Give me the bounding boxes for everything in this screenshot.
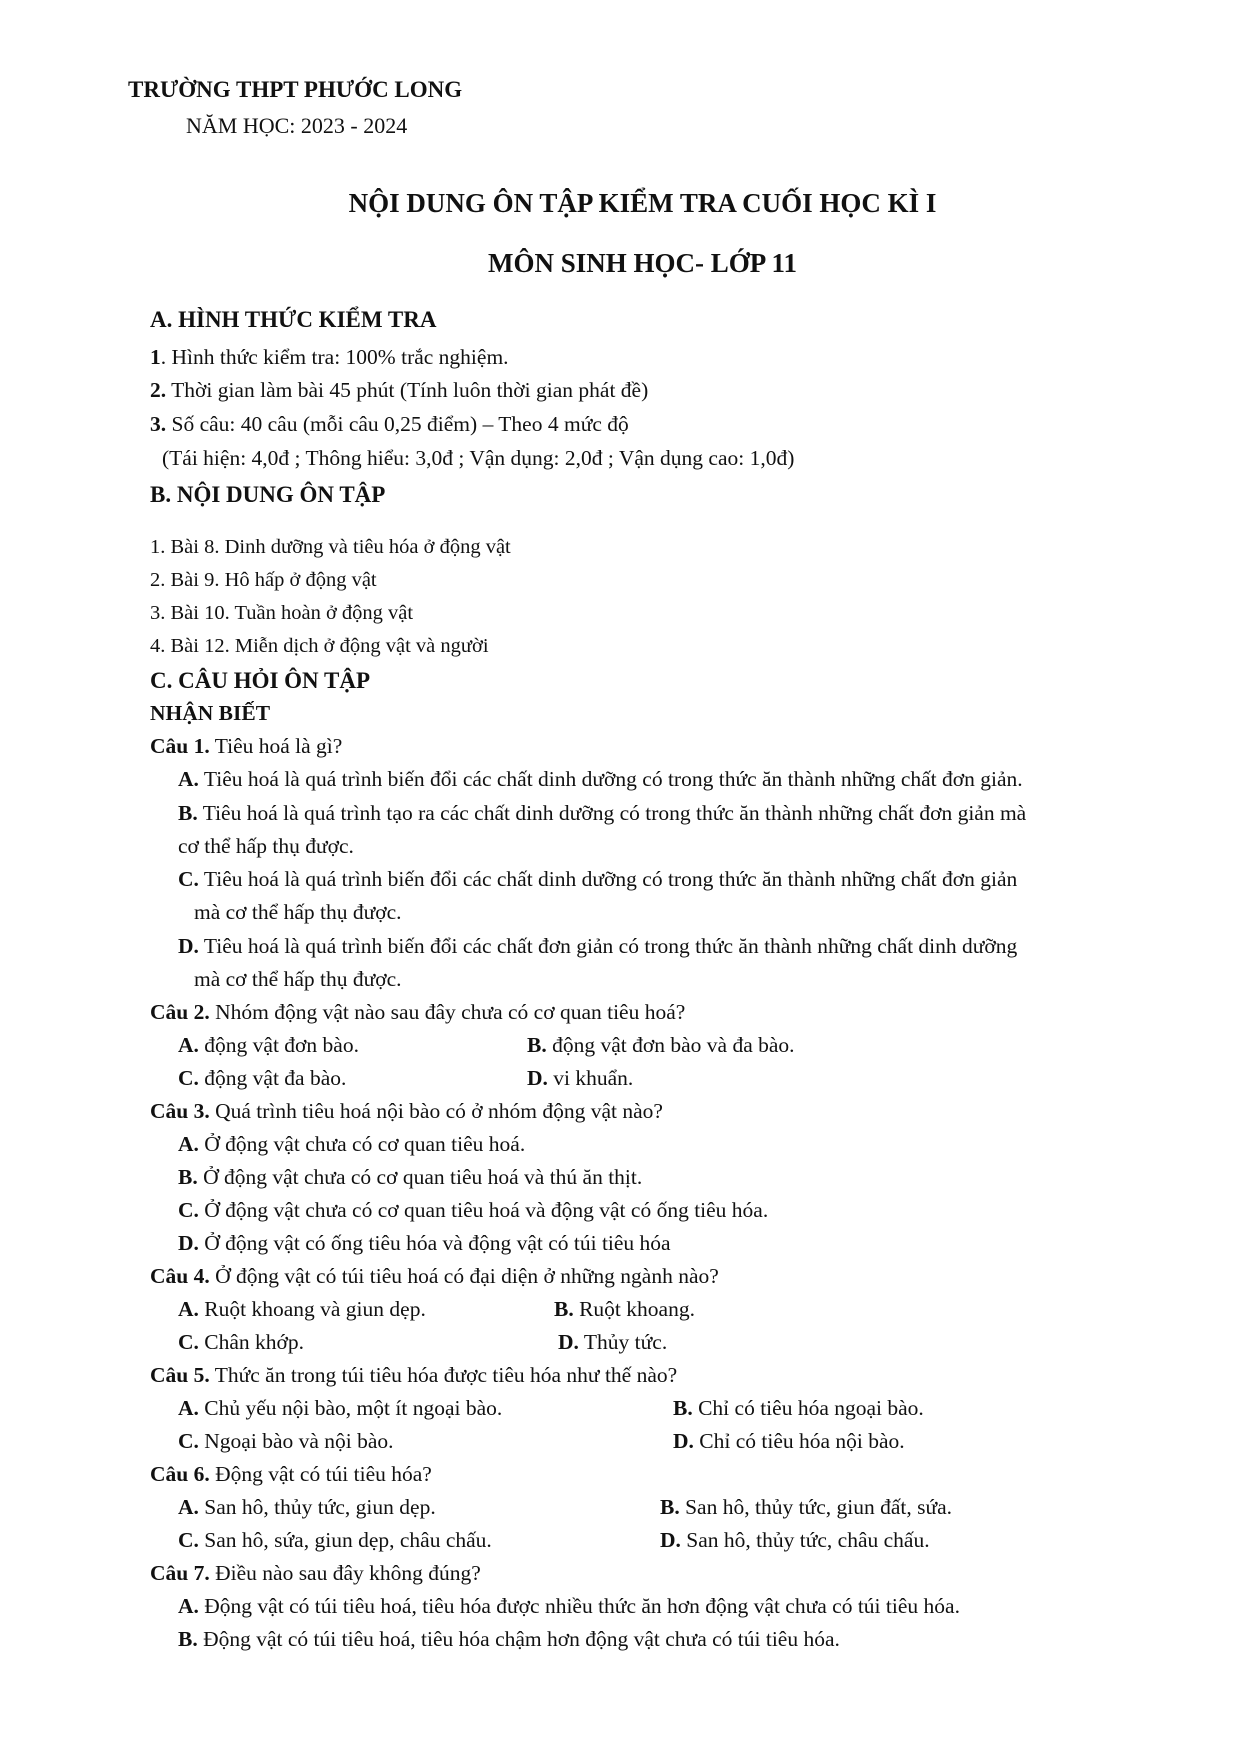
question-5-option-d: D. Chỉ có tiêu hóa nội bào.	[673, 1429, 905, 1453]
section-b-item-3: 3. Bài 10. Tuần hoàn ở động vật	[150, 602, 414, 624]
level-heading: NHẬN BIẾT	[150, 701, 271, 725]
question-6-option-a: A. San hô, thủy tức, giun dẹp.	[178, 1495, 436, 1519]
question-3-option-a: A. Ở động vật chưa có cơ quan tiêu hoá.	[178, 1132, 526, 1156]
section-a-item-1: 1. Hình thức kiểm tra: 100% trắc nghiệm.	[150, 345, 509, 369]
question-1-option-c-cont: mà cơ thể hấp thụ được.	[194, 900, 402, 924]
question-1: Câu 1. Tiêu hoá là gì?	[150, 734, 343, 758]
question-4-option-a: A. Ruột khoang và giun dẹp.	[178, 1297, 426, 1321]
school-year: NĂM HỌC: 2023 - 2024	[186, 113, 408, 138]
question-5-option-b: B. Chỉ có tiêu hóa ngoại bào.	[673, 1396, 924, 1420]
question-6: Câu 6. Động vật có túi tiêu hóa?	[150, 1462, 432, 1486]
question-7-option-b: B. Động vật có túi tiêu hoá, tiêu hóa chậm hơn động vật chưa có túi tiêu hóa.	[178, 1627, 840, 1651]
question-6-option-c: C. San hô, sứa, giun dẹp, châu chấu.	[178, 1528, 492, 1552]
section-a-heading: A. HÌNH THỨC KIỂM TRA	[150, 307, 437, 332]
question-5-option-c: C. Ngoại bào và nội bào.	[178, 1429, 394, 1453]
question-7: Câu 7. Điều nào sau đây không đúng?	[150, 1561, 481, 1585]
question-3-option-b: B. Ở động vật chưa có cơ quan tiêu hoá và thú ăn thịt.	[178, 1165, 643, 1189]
question-1-option-c: C. Tiêu hoá là quá trình biến đổi các chất dinh dưỡng có trong thức ăn thành những chất đơn giản	[178, 867, 1018, 891]
section-a-item-3: 3. Số câu: 40 câu (mỗi câu 0,25 điểm) – Theo 4 mức độ	[150, 412, 629, 436]
question-3: Câu 3. Quá trình tiêu hoá nội bào có ở nhóm động vật nào?	[150, 1099, 663, 1123]
section-b-heading: B. NỘI DUNG ÔN TẬP	[150, 482, 386, 507]
question-3-option-d: D. Ở động vật có ống tiêu hóa và động vật có túi tiêu hóa	[178, 1231, 671, 1255]
section-b-item-1: 1. Bài 8. Dinh dưỡng và tiêu hóa ở động vật	[150, 536, 511, 558]
question-6-option-b: B. San hô, thủy tức, giun đất, sứa.	[660, 1495, 953, 1519]
section-b-item-2: 2. Bài 9. Hô hấp ở động vật	[150, 569, 377, 591]
question-1-option-a: A. Tiêu hoá là quá trình biến đổi các chất dinh dưỡng có trong thức ăn thành những chất đơn giản.	[178, 767, 1023, 791]
question-1-option-b-cont: cơ thể hấp thụ được.	[178, 834, 354, 858]
section-b-item-4: 4. Bài 12. Miễn dịch ở động vật và người	[150, 635, 489, 657]
question-4-option-d: D. Thủy tức.	[558, 1330, 668, 1354]
question-4-option-c: C. Chân khớp.	[178, 1330, 305, 1354]
section-a-note: (Tái hiện: 4,0đ ; Thông hiểu: 3,0đ ; Vận dụng: 2,0đ ; Vận dụng cao: 1,0đ)	[162, 446, 795, 470]
question-2-option-d: D. vi khuẩn.	[527, 1066, 634, 1090]
question-5-option-a: A. Chủ yếu nội bào, một ít ngoại bào.	[178, 1396, 503, 1420]
section-a-item-2: 2. Thời gian làm bài 45 phút (Tính luôn thời gian phát đề)	[150, 378, 649, 402]
question-3-option-c: C. Ở động vật chưa có cơ quan tiêu hoá và động vật có ống tiêu hóa.	[178, 1198, 769, 1222]
question-1-option-d-cont: mà cơ thể hấp thụ được.	[194, 967, 402, 991]
question-6-option-d: D. San hô, thủy tức, châu chấu.	[660, 1528, 930, 1552]
question-2: Câu 2. Nhóm động vật nào sau đây chưa có cơ quan tiêu hoá?	[150, 1000, 686, 1024]
document-subtitle: MÔN SINH HỌC- LỚP 11	[487, 248, 798, 278]
school-name: TRƯỜNG THPT PHƯỚC LONG	[128, 77, 463, 102]
question-7-option-a: A. Động vật có túi tiêu hoá, tiêu hóa được nhiều thức ăn hơn động vật chưa có túi tiêu hóa.	[178, 1594, 960, 1618]
question-2-option-a: A. động vật đơn bào.	[178, 1033, 359, 1057]
question-4-option-b: B. Ruột khoang.	[554, 1297, 695, 1321]
question-2-option-c: C. động vật đa bào.	[178, 1066, 347, 1090]
question-1-option-d: D. Tiêu hoá là quá trình biến đổi các chất đơn giản có trong thức ăn thành những chất dinh dưỡng	[178, 934, 1018, 958]
question-2-option-b: B. động vật đơn bào và đa bào.	[527, 1033, 795, 1057]
question-4: Câu 4. Ở động vật có túi tiêu hoá có đại diện ở những ngành nào?	[150, 1264, 719, 1288]
document-title: NỘI DUNG ÔN TẬP KIỂM TRA CUỐI HỌC KÌ I	[348, 188, 937, 218]
question-1-option-b: B. Tiêu hoá là quá trình tạo ra các chất dinh dưỡng có trong thức ăn thành những chất đơn giản mà	[178, 801, 1027, 825]
question-5: Câu 5. Thức ăn trong túi tiêu hóa được tiêu hóa như thế nào?	[150, 1363, 678, 1387]
section-c-heading: C. CÂU HỎI ÔN TẬP	[150, 668, 371, 693]
